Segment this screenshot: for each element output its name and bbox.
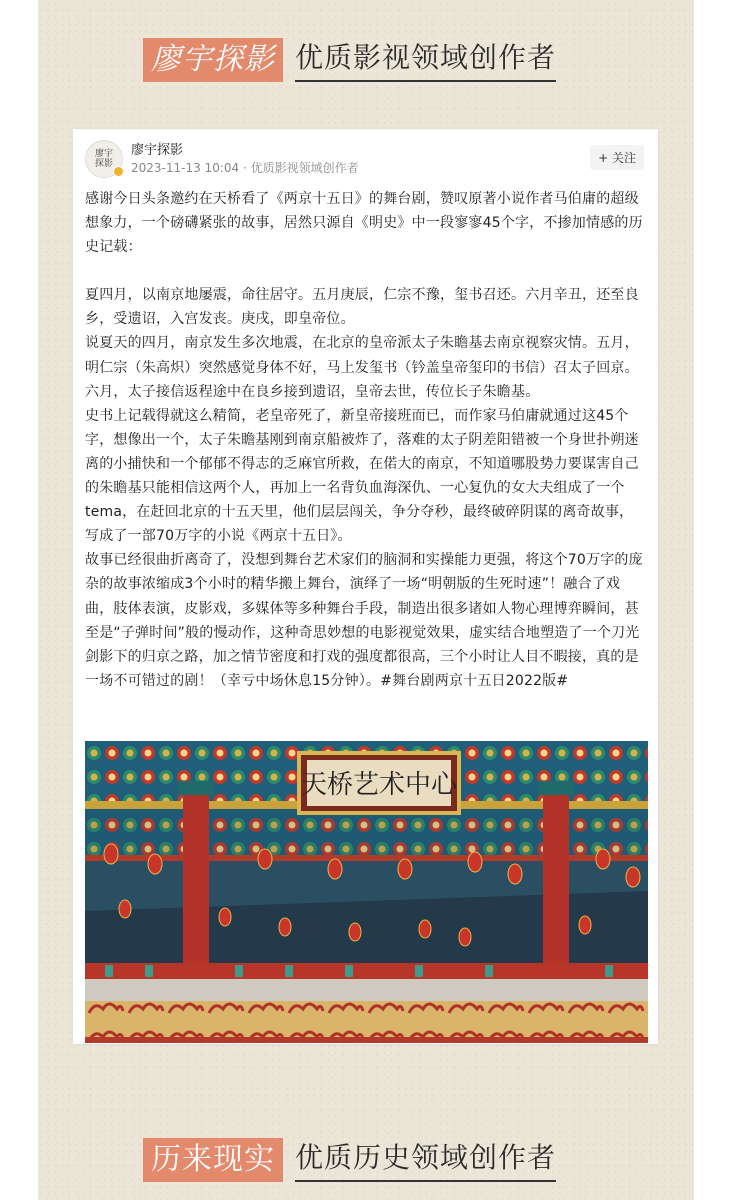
theater-photo[interactable] <box>85 741 648 1043</box>
bottom-banner <box>143 1138 556 1182</box>
paragraph-intro: 感谢今日头条邀约在天桥看了《两京十五日》的舞台剧，赞叹原著小说作者马伯庸的超级想象力，一个磅礴紧张的故事，居然只源自《明史》中一段寥寥45个字，不掺加情感的历史记载： <box>85 191 643 256</box>
paragraph-explain: 说夏天的四月，南京发生多次地震，在北京的皇帝派太子朱瞻基去南京视察灾情。五月，明仁宗（朱高炽）突然感觉身体不好，马上发玺书（钤盖皇帝玺印的书信）召太子回京。六月，太子接信返程途中在良乡接到遗诏，皇帝去世，传位长子朱瞻基。 <box>85 335 639 400</box>
verified-badge-icon <box>113 166 124 177</box>
top-banner <box>143 38 556 82</box>
bottom-banner-subtitle: 优质历史领域创作者 <box>295 1138 556 1182</box>
bottom-banner-tag: 历来现实 <box>143 1138 283 1182</box>
theater-sign: 天桥艺术中心 <box>300 770 458 800</box>
paragraph-story: 史书上记载得就这么精简，老皇帝死了，新皇帝接班而已，而作家马伯庸就通过这45个字，想像出一个，太子朱瞻基刚到南京船被炸了，落难的太子阴差阳错被一个身世扑朔迷离的小捕快和一个郁郁不得志的乏麻官所救，在偌大的南京，不知道哪股势力要谋害自己的朱瞻基只能相信这两个人，再加上一名背负血海深仇、一心复仇的女大夫组成了一个tema，在赶回北京的十五天里，他们层层闯关，争分夺秒，最终破碎阴谋的离奇故事，写成了一部70万字的小说《两京十五日》。 <box>85 407 639 545</box>
post-content <box>85 187 647 693</box>
avatar[interactable] <box>85 140 123 178</box>
post-header <box>85 137 648 181</box>
author-name[interactable]: 廖宇探影 <box>131 143 184 158</box>
paragraph-quote: 夏四月，以南京地屡震，命往居守。五月庚辰，仁宗不豫，玺书召还。六月辛丑，还至良乡，受遗诏，入宫发丧。庚戌，即皇帝位。 <box>85 287 639 328</box>
post-card <box>73 129 658 1044</box>
follow-button[interactable]: + 关注 <box>590 145 644 170</box>
top-banner-tag: 廖宇探影 <box>143 38 283 82</box>
post-meta: 2023-11-13 10:04 · 优质影视领域创作者 <box>131 161 359 175</box>
paragraph-review: 故事已经很曲折离奇了，没想到舞台艺术家们的脑洞和实操能力更强，将这个70万字的庞杂的故事浓缩成3个小时的精华搬上舞台，演绎了一场“明朝版的生死时速”！融合了戏曲，肢体表演，皮影戏，多媒体等多种舞台手段，制造出很多诸如人物心理博弈瞬间，甚至是“子弹时间”般的慢动作，这种奇思妙想的电影视觉效果，虚实结合地塑造了一个刀光剑影下的归京之路，加之情节密度和打戏的强度都很高，三个小时让人目不暇接，真的是一场不可错过的剧！（幸亏中场休息15分钟）。#舞台剧两京十五日2022版# <box>85 552 643 689</box>
avatar-text: 廖宇 探影 <box>94 149 113 169</box>
theater-facade-illustration <box>85 741 648 1043</box>
top-banner-subtitle: 优质影视领域创作者 <box>295 38 556 82</box>
